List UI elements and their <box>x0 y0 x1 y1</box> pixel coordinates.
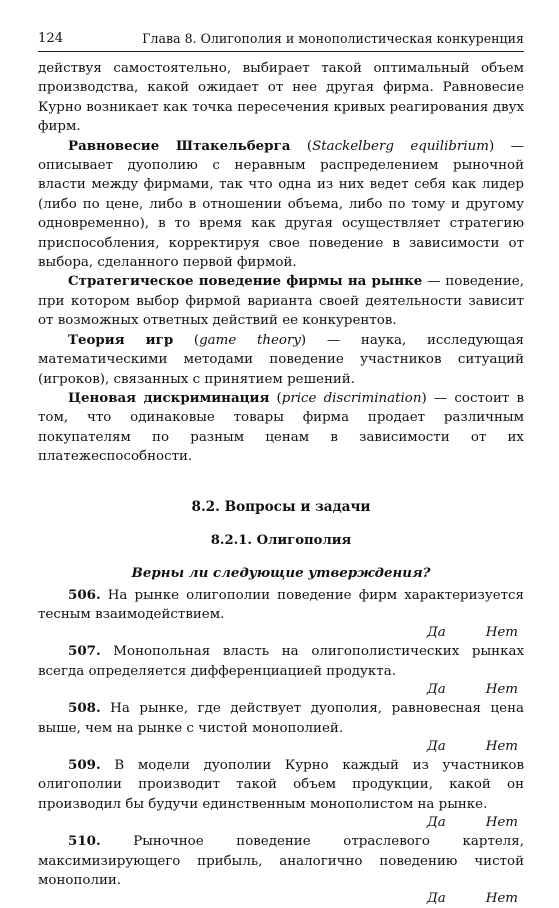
section-title: 8.2. Вопросы и задачи <box>191 498 371 515</box>
question-number: 506. <box>68 586 101 603</box>
answer-yes[interactable]: Да <box>426 625 446 641</box>
question-number: 509. <box>68 756 101 773</box>
header-rule <box>38 51 524 52</box>
question-number: 507. <box>68 643 101 660</box>
answer-no[interactable]: Нет <box>485 738 518 754</box>
answer-options <box>38 624 524 642</box>
answer-yes[interactable]: Да <box>426 891 446 907</box>
chapter-title: Глава 8. Олигополия и монополистическая конкуренция <box>142 31 524 46</box>
answer-no[interactable]: Нет <box>485 682 518 698</box>
definition-term: Ценовая дискриминация <box>68 389 270 406</box>
definition-term: Равновесие Штакельберга <box>68 137 291 154</box>
definition-english: game theory <box>199 332 301 348</box>
page-header <box>38 28 524 50</box>
definition-stackelberg: Равновесие Штакельберга (Stackelberg equilibrium) — описывает дуополию с неравным распределением рыночной власти между фирмами, так что одна из них ведет себя как лидер (либо по цене, либо в отношении объема, либо по тому и другому одновременно), в то время как другая осуществляет стратегию приспособления, корректируя свое поведение в зависимости от выбора, сделанного первой фирмой. <box>38 137 525 271</box>
question-number: 510. <box>68 833 101 850</box>
definition-strategic-behavior <box>38 272 524 330</box>
answer-no[interactable]: Нет <box>485 891 518 907</box>
answer-options <box>38 890 524 908</box>
question-text: Монопольная власть на олигополистических рынках всегда определяется дифференциацией продукта. <box>38 644 524 679</box>
intro-paragraph: действуя самостоятельно, выбирает такой оптимальный объем производства, какой ожидает от нее другая фирма. Равновесие Курно возникает как точка пересечения кривых реагирования двух фирм. <box>38 61 524 135</box>
answer-options <box>38 681 524 699</box>
answer-no[interactable]: Нет <box>485 625 518 641</box>
question-510 <box>38 832 524 890</box>
book-page <box>38 28 524 908</box>
definition-text: — поведение, при котором выбор фирмой варианта своей деятельности зависит от возможных ответных действий ее конкурентов. <box>38 274 524 329</box>
question-507 <box>38 642 524 681</box>
definition-term: Стратегическое поведение фирмы на рынке <box>68 273 423 290</box>
page-number: 124 <box>38 31 64 46</box>
answer-yes[interactable]: Да <box>426 738 446 754</box>
definition-text: — состоит в том, что одинаковые товары фирма продает различным покупателям по разным ценам в зависимости от их платежеспособности. <box>38 390 524 465</box>
answer-options <box>38 814 524 832</box>
definition-english: price discrimination <box>281 390 422 406</box>
question-508 <box>38 699 524 738</box>
definition-english: Stackelberg equilibrium <box>312 138 489 154</box>
question-text: На рынке олигополии поведение фирм характеризуется тесным взаимодействием. <box>38 587 524 622</box>
definition-price-discrimination: Ценовая дискриминация (price discrimination) — состоит в том, что одинаковые товары фирма продает различным покупателям по разным ценам в зависимости от их платежеспособности. <box>38 389 524 465</box>
definition-text: — описывает дуополию с неравным распределением рыночной власти между фирмами, так что одна из них ведет себя как лидер (либо по цене, либо в отношении объема, либо по тому и другому одновременно), в то время как другая осуществляет стратегию приспособления, корректируя свое поведение в зависимости от выбора, сделанного первой фирмой. <box>38 138 525 271</box>
question-text: На рынке, где действует дуополия, равновесная цена выше, чем на рынке с чистой монополией. <box>38 701 524 736</box>
question-prompt: Верны ли следующие утверждения? <box>131 564 431 581</box>
answer-yes[interactable]: Да <box>426 815 446 831</box>
definition-text: — наука, исследующая математическими методами поведение участников ситуаций (игроков), связанных с принятием решений. <box>38 332 524 387</box>
answer-no[interactable]: Нет <box>485 815 518 831</box>
definition-game-theory: Теория игр (game theory) — наука, исследующая математическими методами поведение участников ситуаций (игроков), связанных с принятием решений. <box>38 331 524 387</box>
subsection-title: 8.2.1. Олигополия <box>210 532 352 548</box>
answer-options <box>38 738 524 756</box>
question-text: В модели дуополии Курно каждый из участников олигополии производит такой объем продукции, какой он производил бы будучи единственным монополистом на рынке. <box>38 757 524 812</box>
question-number: 508. <box>68 700 101 717</box>
question-509 <box>38 756 524 814</box>
answer-yes[interactable]: Да <box>426 682 446 698</box>
question-506 <box>38 586 524 625</box>
question-text: Рыночное поведение отраслевого картеля, максимизирующего прибыль, аналогично поведению чистой монополии. <box>38 834 524 888</box>
definition-term: Теория игр <box>68 331 174 348</box>
